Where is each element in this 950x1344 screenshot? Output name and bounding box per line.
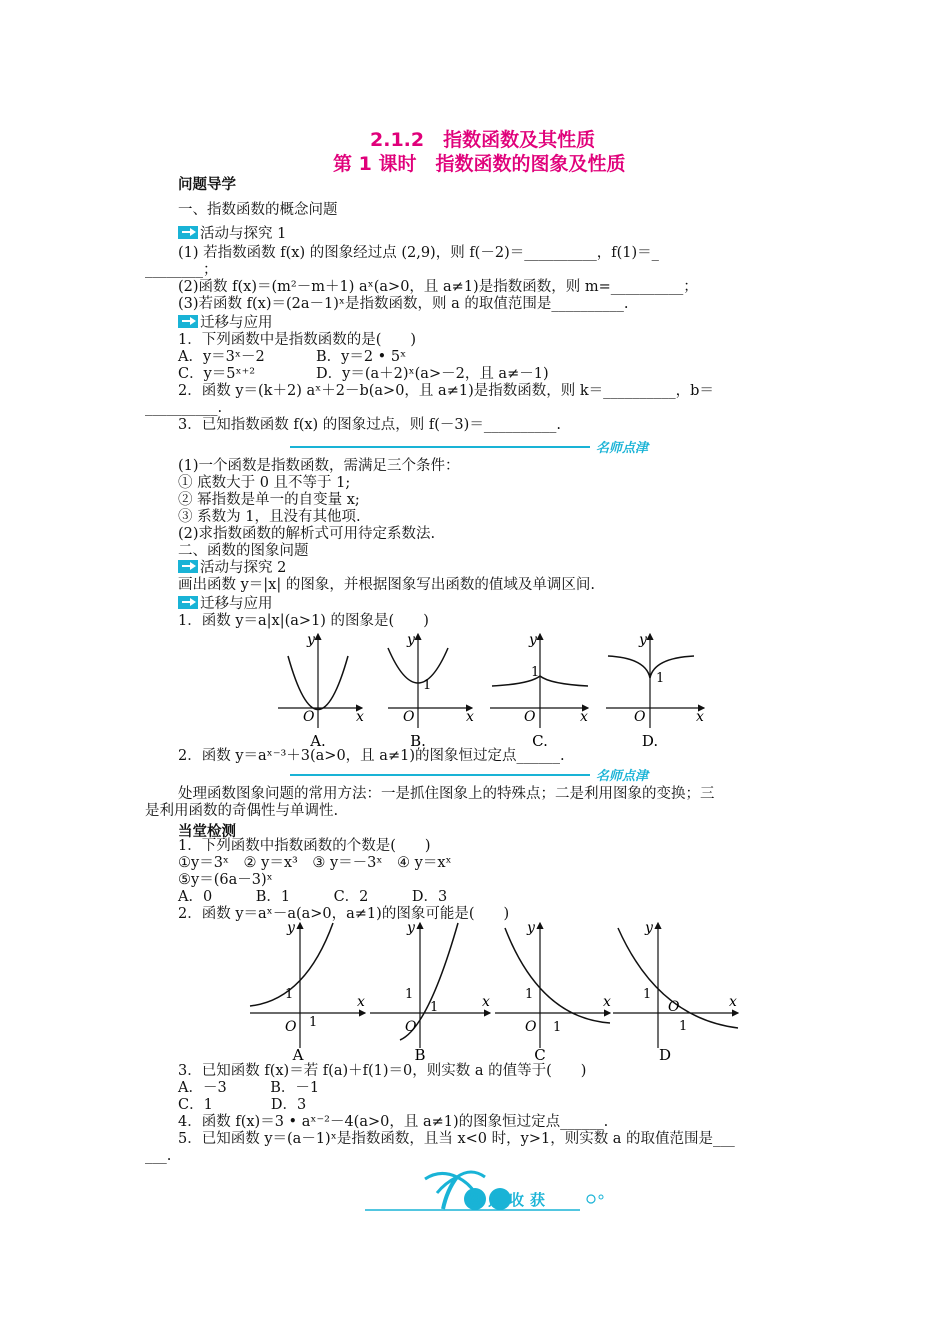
tip-banner-2 <box>290 765 700 785</box>
graph-options-abs <box>270 628 720 748</box>
section-guide-heading: 问题导学 <box>178 177 236 193</box>
activity2-label: 活动与探究 2 <box>200 560 287 576</box>
x-axis-label: x <box>580 709 588 725</box>
tip-banner-1 <box>290 437 700 457</box>
origin-label: O <box>634 709 646 725</box>
arrow-icon <box>178 315 198 328</box>
one-label: 1 <box>679 1019 688 1034</box>
one-label: 1 <box>285 987 294 1002</box>
test-q5: 5．已知函数 y＝(a－1)ˣ是指数函数，且当 x<0 时，y>1，则实数 a 的取值范围是___ <box>178 1131 735 1147</box>
origin-label: O <box>285 1019 297 1035</box>
test-q1-options-1: ①y＝3ˣ ② y＝x³ ③ y＝－3ˣ ④ y＝xˣ <box>178 855 452 871</box>
arrow-icon <box>178 560 198 573</box>
transfer1-line-1: 1．下列函数中是指数函数的是( ) <box>178 332 417 348</box>
y-axis-label: y <box>529 632 537 648</box>
x-axis-label: x <box>729 994 737 1010</box>
test-graph-label-d: D <box>658 1046 672 1063</box>
graph-options-test <box>245 918 745 1063</box>
test-graph-label-a: A <box>292 1046 304 1063</box>
activity2-line-1: 画出函数 y＝|x| 的图象，并根据图象写出函数的值域及单调区间. <box>178 577 595 593</box>
y-axis-label: y <box>645 920 653 936</box>
x-axis-label: x <box>356 709 364 725</box>
y-axis-label: y <box>407 920 415 936</box>
graph-label-d: D. <box>641 732 659 748</box>
one-label: 1 <box>656 671 665 686</box>
transfer1-option-b: B．y＝2 • 5ˣ <box>316 349 407 365</box>
one-label: 1 <box>309 1015 318 1030</box>
test-q5-cont: ___. <box>145 1148 172 1164</box>
one-label: 1 <box>423 678 432 693</box>
transfer2-heading <box>178 596 273 613</box>
test-graph-label-b: B <box>414 1046 426 1063</box>
test-q3-choices-cd: C．1 D．3 <box>178 1097 307 1113</box>
activity1-line-1: (1) 若指数函数 f(x) 的图象经过点 (2,9)，则 f(－2)＝__________，f(1)＝_ <box>178 245 659 261</box>
graph-b <box>388 632 474 748</box>
test-graph-b <box>370 920 490 1063</box>
test-q3-choices-ab: A．－3 B．－1 <box>178 1080 320 1096</box>
transfer2-line-2: 2．函数 y＝aˣ⁻³＋3(a>0，且 a≠1)的图象恒过定点______. <box>178 748 565 764</box>
y-axis-label: y <box>527 920 535 936</box>
transfer1-option-d: D．y＝(a＋2)ˣ(a>－2，且 a≠－1) <box>316 366 549 382</box>
one-label: 1 <box>553 1020 562 1035</box>
y-axis-label: y <box>639 632 647 648</box>
test-graph-d <box>613 920 738 1063</box>
activity1-line-3: (2)函数 f(x)＝(m²－m＋1) aˣ(a>0，且 a≠1)是指数函数，则 m=__________； <box>178 279 698 295</box>
arrow-icon <box>178 226 198 239</box>
activity1-heading <box>178 226 286 243</box>
origin-label: O <box>403 709 415 725</box>
part2-heading: 二、函数的图象问题 <box>178 543 309 559</box>
test-q4: 4．函数 f(x)＝3 • aˣ⁻²－4(a>0，且 a≠1)的图象恒过定点______. <box>178 1114 609 1130</box>
origin-label: O <box>303 709 315 725</box>
tip1-line-4: ③ 系数为 1，且没有其他项. <box>178 509 361 525</box>
transfer2-label: 迁移与应用 <box>200 596 273 612</box>
one-label: 1 <box>531 665 540 680</box>
activity2-heading <box>178 560 286 577</box>
tip2-line-1: 处理函数图象问题的常用方法：一是抓住图象上的特殊点；二是利用图象的变换；三 <box>178 786 715 802</box>
transfer2-line-1: 1．函数 y＝a|x|(a>1) 的图象是( ) <box>178 613 429 629</box>
section-test-heading: 当堂检测 <box>178 824 236 840</box>
one-label: 1 <box>430 1000 439 1015</box>
transfer1-line-5: __________. <box>145 400 223 416</box>
one-label: 1 <box>405 987 414 1002</box>
x-axis-label: x <box>603 994 611 1010</box>
graph-d <box>606 632 704 748</box>
tip1-line-3: ② 幂指数是单一的自变量 x; <box>178 492 360 508</box>
graph-c <box>490 632 588 748</box>
y-axis-label: y <box>307 632 315 648</box>
test-graph-c <box>495 920 611 1063</box>
one-label: 1 <box>643 987 652 1002</box>
activity1-line-4: (3)若函数 f(x)＝(2a－1)ˣ是指数函数，则 a 的取值范围是__________. <box>178 296 629 312</box>
test-q1-options-2: ⑤y＝(6a－3)ˣ <box>178 872 273 888</box>
graph-label-b: B. <box>410 732 426 748</box>
tip-label: 名师点津 <box>596 769 649 784</box>
x-axis-label: x <box>357 994 365 1010</box>
title-line-1: 2.1.2 指数函数及其性质 <box>370 129 596 151</box>
origin-label: O <box>668 999 680 1015</box>
test-q3: 3．已知函数 f(x)＝若 f(a)＋f(1)＝0，则实数 a 的值等于( ) <box>178 1063 587 1079</box>
activity1-label: 活动与探究 1 <box>200 226 287 242</box>
test-q2: 2．函数 y＝aˣ－a(a>0，a≠1)的图象可能是( ) <box>178 906 510 922</box>
arrow-icon <box>178 596 198 609</box>
transfer1-heading <box>178 315 273 332</box>
test-q1-choices: A．0 B．1 C．2 D．3 <box>178 889 448 905</box>
part1-heading: 一、指数函数的概念问题 <box>178 202 338 218</box>
graph-label-a: A. <box>310 732 326 748</box>
footer-label: 盘点收获 <box>467 1191 552 1209</box>
graph-a <box>278 632 364 748</box>
transfer1-option-c: C．y＝5ˣ⁺² <box>178 366 256 382</box>
x-axis-label: x <box>466 709 474 725</box>
y-axis-label: y <box>287 920 295 936</box>
transfer1-line-6: 3．已知指数函数 f(x) 的图象过点，则 f(－3)＝__________. <box>178 417 561 433</box>
x-axis-label: x <box>482 994 490 1010</box>
tip-label: 名师点津 <box>596 441 649 456</box>
tip2-line-2: 是利用函数的奇偶性与单调性. <box>145 803 339 819</box>
footer-banner <box>365 1165 625 1215</box>
one-label: 1 <box>525 987 534 1002</box>
transfer1-label: 迁移与应用 <box>200 315 273 331</box>
y-axis-label: y <box>407 632 415 648</box>
title-line-2: 第 1 课时 指数函数的图象及性质 <box>333 153 626 175</box>
graph-label-c: C. <box>532 732 548 748</box>
test-graph-label-c: C <box>534 1046 546 1063</box>
tip1-line-1: (1)一个函数是指数函数，需满足三个条件： <box>178 458 460 474</box>
tip1-line-2: ① 底数大于 0 且不等于 1; <box>178 475 351 491</box>
tip1-line-5: (2)求指数函数的解析式可用待定系数法. <box>178 526 436 542</box>
activity1-line-2: ________； <box>145 262 218 278</box>
transfer1-line-4: 2．函数 y＝(k＋2) aˣ＋2－b(a>0，且 a≠1)是指数函数，则 k＝__________，b＝ <box>178 383 714 399</box>
transfer1-option-a: A．y＝3ˣ－2 <box>178 349 265 365</box>
origin-label: O <box>525 1019 537 1035</box>
x-axis-label: x <box>696 709 704 725</box>
test-q1: 1．下列函数中指数函数的个数是( ) <box>178 838 431 854</box>
origin-label: O <box>405 1019 417 1035</box>
origin-label: O <box>524 709 536 725</box>
test-graph-a <box>250 920 365 1063</box>
